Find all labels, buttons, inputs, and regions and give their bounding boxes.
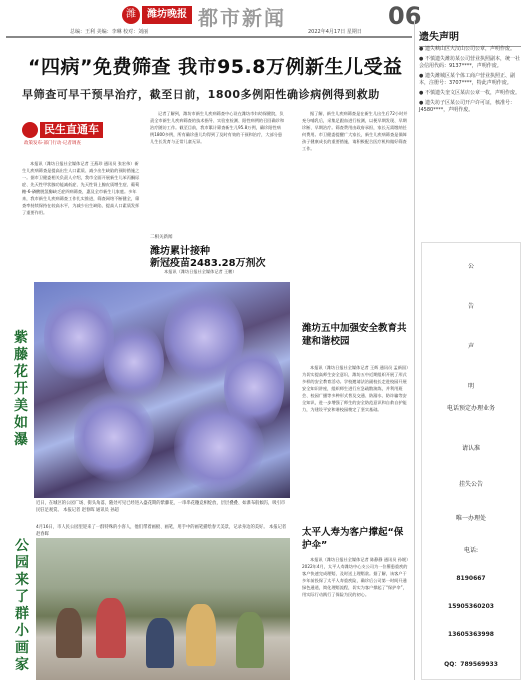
editors-line: 总编：王利 美编：李琳 校对：刘丽: [70, 29, 149, 35]
school-article-body: [302, 364, 410, 510]
ad-line: 明: [467, 383, 474, 390]
main-article-text-3: 据了解，新生儿疾病筛查是在新生儿出生后72小时并充分哺乳后，采集足跟血进行检测，以便早期发现、早期诊断、早期治疗。筛查费用由政府承担，家长无需缴纳任何费用。市卫健委提醒广大家长，新生儿疾病筛查是保障孩子健康成长的重要措施，请积极配合医疗机构做好筛查工作。: [302, 111, 408, 151]
notice-list: [419, 46, 521, 117]
notice-column: [414, 20, 524, 680]
date-line: 2022年4月17日 星期日: [308, 29, 362, 35]
child-figure: [96, 598, 126, 658]
school-article-title: 潍坊五中加强安全教育共建和谐校园: [302, 323, 407, 347]
insurance-article-body: [302, 556, 410, 682]
main-article-col-1: [22, 160, 140, 278]
ad-line: 挂失公告: [458, 481, 483, 488]
paper-name: 潍坊晚报: [142, 6, 192, 24]
park-painting-photo: [36, 538, 290, 680]
ad-line: 唯一办理处: [455, 515, 486, 522]
section-title: 都市新闻: [198, 6, 286, 30]
insurance-article-title: 太平人寿为客户撑起“保护伞”: [302, 527, 404, 551]
stat-headline-line-2: 新冠疫苗2483.28万剂次: [150, 258, 266, 269]
page-number: 06: [388, 2, 422, 30]
ad-line: 请认准: [461, 445, 480, 452]
child-figure: [186, 604, 216, 666]
vaccine-stat-box: [150, 234, 284, 278]
related-news-label: 二相关新闻: [150, 235, 173, 240]
ad-line: 公: [467, 263, 474, 270]
ad-line: 电话:: [463, 547, 479, 554]
insurance-article-text: 本报讯（潍坊日报社全媒体记者 陈静静 通讯员 孙媛）2022年4月，太平人寿潍坊中心支公司为一位罹患重疾的客户快速完成理赔，及时送上理赔款。据了解，该客户于多年前投保了太平人寿重疾险，确诊后公司第一时间开通绿色通道，简化理赔流程，切实为客户撑起了“保护伞”，用实际行动践行了保险为民的初心。: [302, 557, 409, 597]
school-article-text: 本报讯（潍坊日报社全媒体记者 王辉 通讯员 孟新国）为切实提高师生安全意识，潍坊五中近期组织开展了形式多样的安全教育活动。学校邀请法治副校长走进校园开展安全知识讲座，组织师生进行应急疏散演练，并利用班会、校园广播等多种形式普及交通、防溺水、防诈骗等安全知识，进一步增强了师生的安全防范意识和自救自护能力，为建设平安和谐校园奠定了坚实基础。: [302, 365, 409, 412]
main-article-col-2: [150, 110, 284, 230]
column-title: 民生直通车: [40, 122, 103, 138]
ad-phone: 8190667: [456, 575, 486, 582]
ad-line: 电话预定办理业务: [446, 405, 495, 412]
masthead: [70, 2, 422, 30]
stat-byline: 本报讯（潍坊日报社全媒体记者 王鹏）: [164, 269, 237, 274]
child-figure: [56, 608, 82, 658]
ad-phone: 13605363998: [448, 631, 494, 638]
stat-headline-line-1: 潍坊累计接种: [150, 246, 210, 257]
ad-phone: QQ：789569933: [444, 661, 498, 668]
classified-ad-box: [421, 242, 521, 680]
main-article-text-1: 本报讯（潍坊日报社全媒体记者 王燕珍 通讯员 张宏伟）新生儿疾病筛查是提高出生人口素质、减少出生缺陷的预防措施之一。据市卫健委相关负责人介绍，我市全面开展新生儿苯丙酮尿症、先天性甲状腺功能减低症、先天性肾上腺皮质增生症、葡萄糖-6-磷酸脱氢酶缺乏症四病筛查，惠及全市新生儿家庭。多年来，我市新生儿疾病筛查工作扎实推进，筛查网络不断健全，筛查率持续保持在较高水平，为减少出生缺陷、提高人口素质发挥了重要作用。: [22, 161, 140, 215]
main-article-col-3: [302, 110, 410, 315]
notice-item: ● 不慎遗失潍坊某公司营业执照副本，统一社会信用代码：9137****，声明作废。: [419, 56, 520, 69]
column-logo-icon: [22, 122, 38, 138]
blossom-cluster: [74, 392, 154, 482]
flower-photo-caption: 近日，在城区的公园广场、街头角落，随处可见已经进入盛花期的紫藤花，一串串花穗竞相绽放，层层叠叠、如瀑布般倾泻，吸引市民驻足观赏。 本报记者 赵春晖 通讯员 孙超: [36, 501, 286, 513]
masthead-rule: [6, 36, 412, 38]
park-photo-caption: 4月16日，市人民公园里迎来了一群特殊的小客人，他们带着画板、画笔，用手中的画笔描绘春天美景，记录身边的美好。 本报记者 赵春晖: [36, 525, 287, 537]
flower-photo-title: 紫 藤 花 开 美 如 瀑: [14, 330, 28, 448]
blossom-cluster: [104, 322, 164, 402]
column-subtitle: 政策发布·部门行动·记者调查: [24, 141, 81, 146]
ad-line: 声: [467, 343, 474, 350]
blossom-cluster: [174, 402, 264, 492]
wisteria-photo: [34, 282, 290, 498]
notice-heading: 遗失声明: [419, 28, 521, 47]
column-label: [22, 122, 142, 152]
child-figure: [236, 612, 264, 668]
main-headline: “四病”免费筛查 我市95.8万例新生儿受益: [28, 56, 403, 78]
notice-item: ● 遗失坊子区某公司开户许可证，核准号：J4580****，声明作废。: [419, 100, 515, 113]
ad-phone: 15905360203: [448, 603, 494, 610]
ad-line: 告: [467, 303, 474, 310]
main-article-text-2: 记者了解到，潍坊市新生儿疾病筛查中心设在潍坊市妇幼保健院，负责全市新生儿疾病筛查的技术指导、实验室检测、阳性病例的召回确诊和治疗随访工作。截至目前，我市累计筛查新生儿95.8万例，确诊阳性病例1800多例，所有确诊患儿均得到了及时有效的干预和治疗，大部分患儿生长发育与正常儿童无异。: [150, 111, 284, 144]
paper-logo-icon: 潍: [122, 6, 140, 24]
sub-headline: 早筛查可早干预早治疗，截至日前，1800多例阳性确诊病例得到救助: [22, 88, 380, 101]
park-photo-title: 公 园 来 了 群 小 画 家: [15, 538, 29, 673]
notice-item: ● 遗失潍城区某个体工商户营业执照正、副本，注册号：3707****，特此声明作废。: [419, 73, 515, 86]
notice-item: ● 不慎遗失奎文区某店公章一枚，声明作废。: [419, 90, 520, 96]
child-figure: [146, 618, 174, 668]
notice-item: ● 遗失峡山区大汉山公司公章，声明作废。: [419, 46, 515, 52]
